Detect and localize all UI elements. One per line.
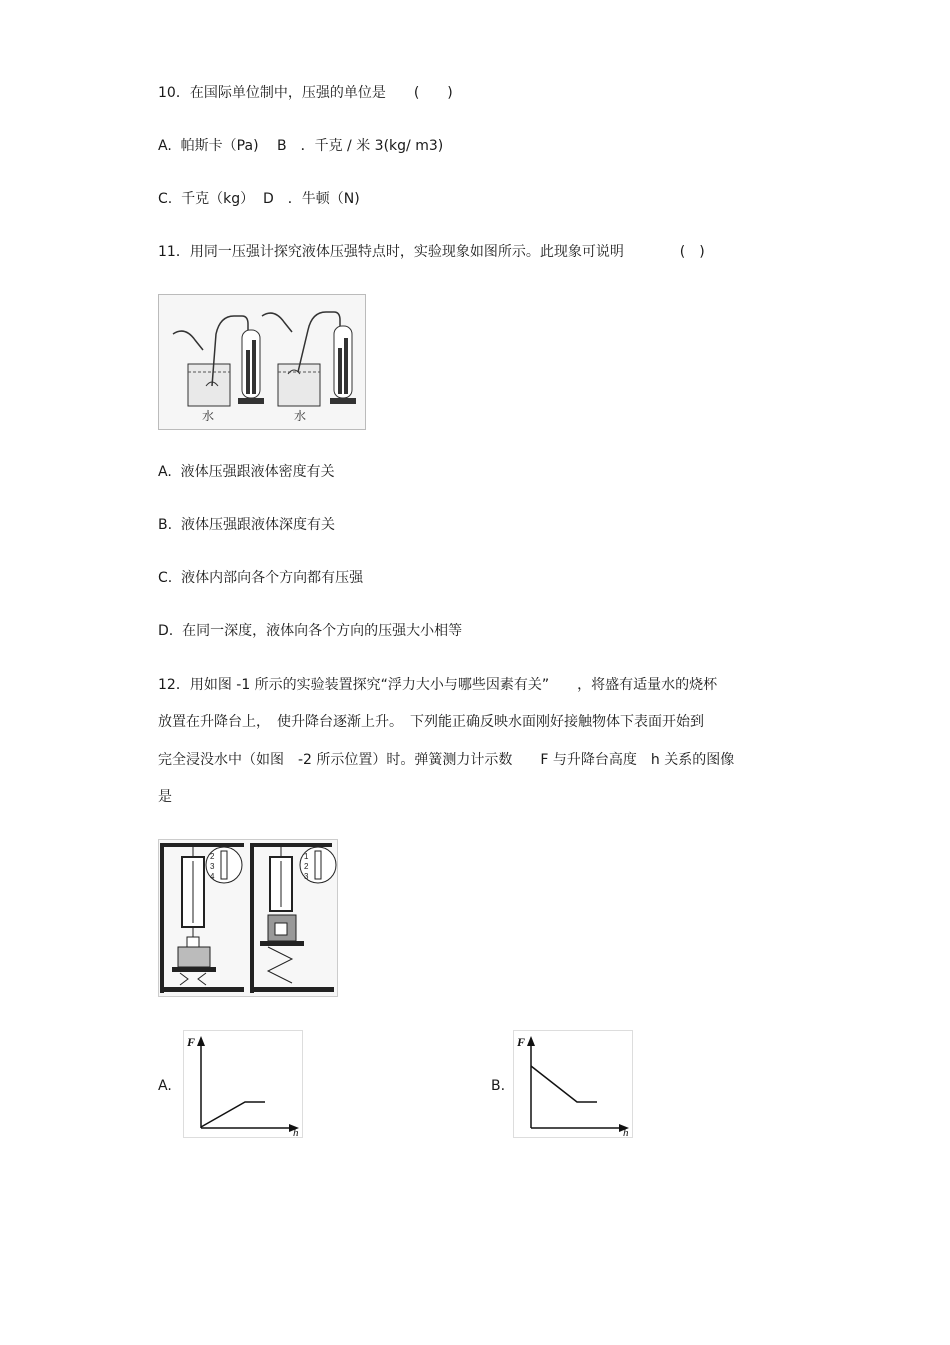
q11-stem: 11．用同一压强计探究液体压强特点时，实验现象如图所示。此现象可说明 ( ) — [158, 244, 705, 260]
q12-scale-digit-1-right: 1 — [304, 852, 309, 861]
q11-label-water-1: 水 — [202, 409, 215, 423]
q12-scale-digit-3-right: 3 — [304, 872, 309, 881]
q11-option-b: B. 液体压强跟液体深度有关 — [158, 517, 335, 533]
q10-options-ab: A. 帕斯卡（Pa) B ．千克 / 米 3(kg/ m3) — [158, 138, 444, 154]
q12-option-a-graph — [183, 1030, 303, 1138]
q11-option-d: D. 在同一深度，液体向各个方向的压强大小相等 — [158, 623, 463, 639]
q12-scale-digit-2-left: 3 — [210, 862, 215, 871]
q12-option-b-ylabel: F — [517, 1035, 526, 1049]
q12-option-a-xlabel: h — [293, 1127, 299, 1138]
q12-stem-line-4: 是 — [158, 789, 172, 805]
q12-option-b-graph — [513, 1030, 633, 1138]
q12-scale-digit-2-right: 2 — [304, 862, 309, 871]
q11-pressure-gauge-figure — [158, 294, 366, 430]
q10-options-cd: C. 千克（kg） D ．牛顿（N) — [158, 191, 360, 207]
q12-stem-line-3: 完全浸没水中（如图 -2 所示位置）时。弹簧测力计示数 F 与升降台高度 h 关系的图像 — [158, 752, 735, 768]
q11-option-a: A. 液体压强跟液体密度有关 — [158, 464, 335, 480]
q12-stem-line-2: 放置在升降台上， 使升降台逐渐上升。 下列能正确反映水面刚好接触物体下表面开始到 — [158, 714, 704, 730]
q11-label-water-2: 水 — [294, 409, 307, 423]
q10-stem: 10．在国际单位制中，压强的单位是 ( ) — [158, 85, 453, 101]
q12-option-a-label: A. — [158, 1078, 172, 1094]
q12-option-a-ylabel: F — [187, 1035, 196, 1049]
q12-scale-digit-1-left: 2 — [210, 852, 215, 861]
q12-scale-digit-3-left: 4 — [210, 872, 215, 881]
q12-option-b-label: B. — [491, 1078, 506, 1094]
q12-option-b-xlabel: h — [623, 1127, 629, 1138]
q12-stem-line-1: 12．用如图 -1 所示的实验装置探究“浮力大小与哪些因素有关” ，将盛有适量水的烧杯 — [158, 677, 718, 693]
q12-buoyancy-apparatus-figure — [158, 839, 338, 997]
q11-option-c: C. 液体内部向各个方向都有压强 — [158, 570, 364, 586]
